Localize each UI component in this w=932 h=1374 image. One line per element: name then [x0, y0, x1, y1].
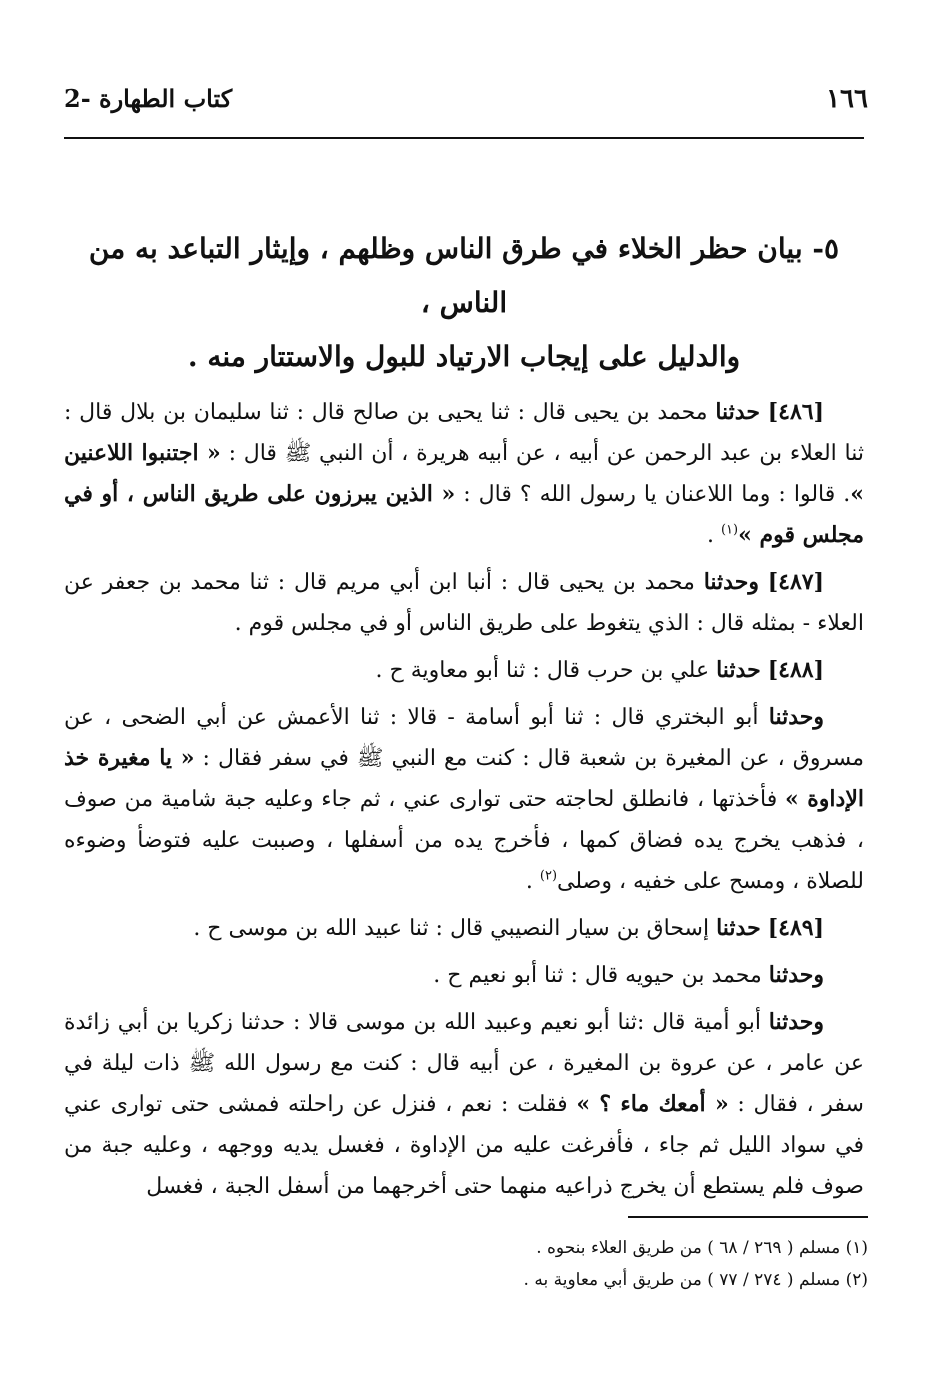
footnote-1: (١) مسلم ( ٢٦٩ / ٦٨ ) من طريق العلاء بنحوه . — [536, 1238, 868, 1258]
hadith-489-chain-3 — [64, 1002, 864, 1207]
hadith-text: إسحاق بن سيار النصيبي قال : ثنا عبيد الله بن موسى ح . — [193, 916, 710, 941]
header-divider — [64, 137, 864, 139]
narration-lead: وحدثنا — [768, 704, 824, 730]
hadith-number: [٤٨٨] — [767, 657, 824, 683]
hadith-number: [٤٨٩] — [767, 915, 824, 941]
footnotes — [68, 1232, 868, 1296]
hadith-quote: « أمعك ماء ؟ » — [576, 1091, 729, 1117]
narration-lead: وحدثنا — [703, 569, 759, 595]
narration-lead: وحدثنا — [768, 1009, 824, 1035]
hadith-488 — [64, 650, 864, 691]
running-head-title: 2- كتاب الطهارة — [64, 84, 233, 113]
hadith-text: . قالوا : وما اللاعنان يا رسول الله ؟ قال : — [463, 482, 851, 507]
hadith-number: [٤٨٧] — [767, 569, 825, 595]
hadith-487 — [64, 562, 864, 644]
chapter-heading-line2: والدليل على إيجاب الارتياد للبول والاستتار منه . — [187, 340, 741, 373]
hadith-text: أبو أمية قال :ثنا أبو نعيم وعبيد الله بن موسى قالا : حدثنا زكريا بن أبي زائدة عن عامر ، عن عروة بن المغيرة ، عن أبيه قال : كنت مع رسول الله ﷺ ذات ليلة في سفر ، فقال : — [64, 1010, 864, 1117]
hadith-489-chain-2 — [64, 955, 864, 996]
footnote-2: (٢) مسلم ( ٢٧٤ / ٧٧ ) من طريق أبي معاوية به . — [523, 1270, 868, 1290]
chapter-heading-line1: ٥- بيان حظر الخلاء في طرق الناس وظلهم ، وإيثار التباعد به من الناس ، — [88, 232, 840, 319]
hadith-486 — [64, 392, 864, 556]
page-body — [64, 222, 864, 1213]
hadith-text: فأخذتها ، فانطلق لحاجته حتى توارى عني ، ثم جاء وعليه جبة شامية من صوف ، فذهب يخرج يده فضاق كمها ، فأخرج يده من أسفلها ، وصببت عليه فتوضأ وضوءه للصلاة ، ومسح على خفيه ، وصلى — [64, 787, 864, 894]
hadith-text: محمد بن يحيى قال : أنبا ابن أبي مريم قال : ثنا محمد بن جعفر عن العلاء - بمثله قال : الذي يتغوط على طريق الناس أو في مجلس قوم . — [64, 570, 864, 636]
hadith-text: محمد بن حيويه قال : ثنا أبو نعيم ح . — [433, 963, 762, 988]
hadith-quote: « اجتنبوا اللاعنين » — [64, 440, 864, 507]
narration-lead: حدثنا — [716, 915, 761, 941]
hadith-quote: « الذين يبرزون على طريق الناس ، أو في مجلس قوم » — [64, 481, 864, 548]
narration-lead: حدثنا — [716, 657, 761, 683]
hadith-number: [٤٨٦] — [767, 399, 824, 425]
page-number: ١٦٦ — [826, 84, 868, 114]
footnote-ref: (١) — [720, 522, 739, 538]
hadith-text: فقلت : نعم ، فنزل عن راحلته فمشى حتى توارى عني في سواد الليل ثم جاء ، فأفرغت عليه من الإداوة ، فغسل يديه ووجهه ، وعليه جبة من صوف فلم يستطع أن يخرج ذراعيه منهما حتى أخرجهما من أسفل الجبة ، فغسل — [64, 1092, 864, 1199]
hadith-text: محمد بن يحيى قال : ثنا يحيى بن صالح قال : ثنا سليمان بن بلال قال : ثنا العلاء بن عبد الرحمن عن أبيه ، عن أبيه هريرة ، أن النبي ﷺ قال : — [64, 400, 864, 466]
hadith-text: علي بن حرب قال : ثنا أبو معاوية ح . — [375, 658, 710, 683]
footnote-divider — [628, 1216, 868, 1218]
hadith-quote: « يا مغيرة خذ الإداوة » — [64, 745, 864, 812]
chapter-heading — [64, 222, 864, 384]
narration-lead: حدثنا — [715, 399, 760, 425]
hadith-end: . — [706, 523, 721, 548]
hadith-489 — [64, 908, 864, 949]
hadith-end: . — [525, 869, 540, 894]
hadith-text: أبو البختري قال : ثنا أبو أسامة - قالا : ثنا الأعمش عن أبي الضحى ، عن مسروق ، عن المغيرة بن شعبة قال : كنت مع النبي ﷺ في سفر فقال : — [64, 705, 865, 771]
hadith-488-continuation — [64, 697, 864, 902]
narration-lead: وحدثنا — [768, 962, 824, 988]
footnote-ref: (٢) — [539, 868, 558, 884]
